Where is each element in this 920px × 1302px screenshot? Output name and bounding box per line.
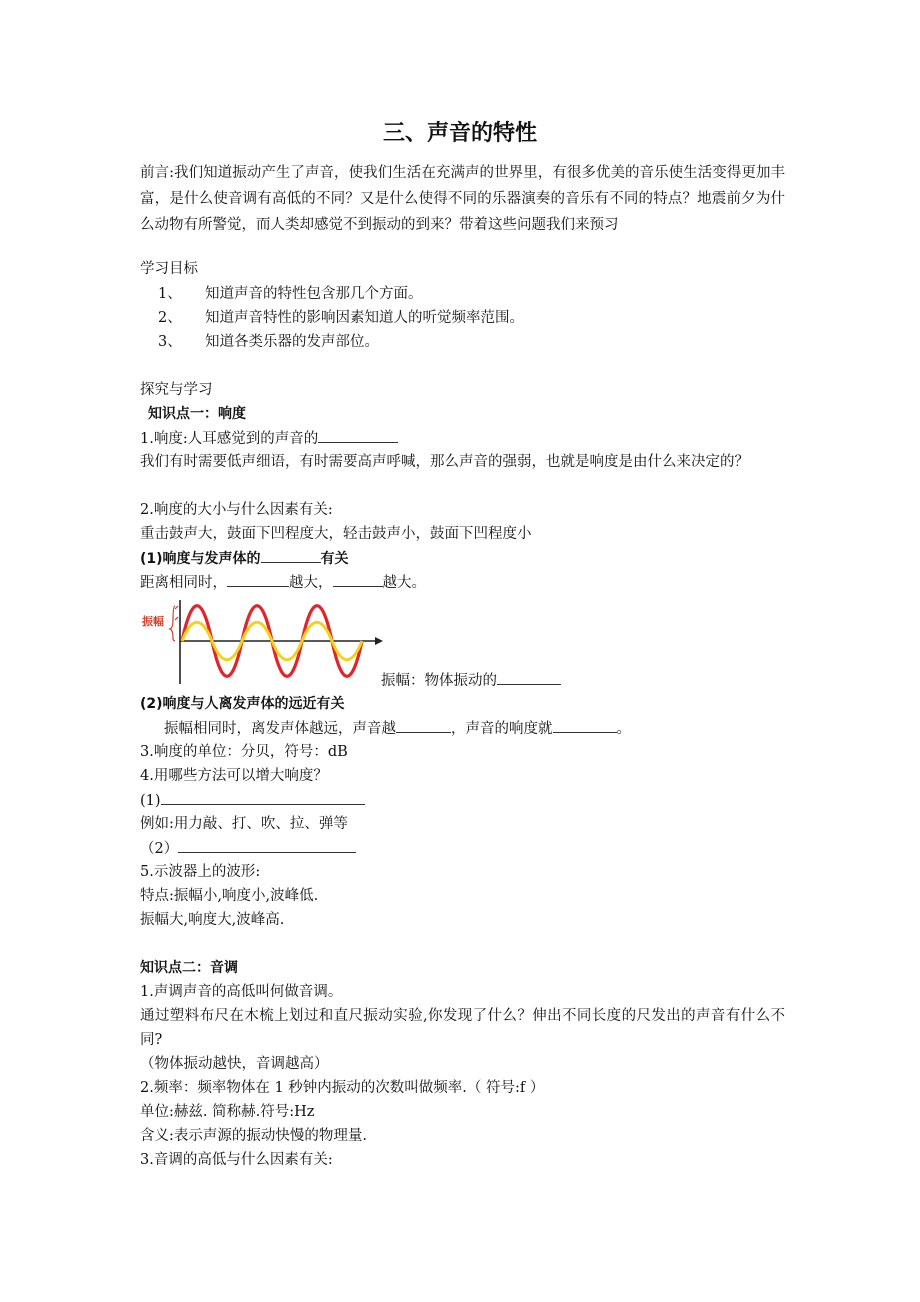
option-1	[140, 788, 365, 813]
answer-blank	[318, 426, 398, 443]
amplitude-definition-text: 振幅：物体振动的	[381, 673, 497, 689]
option-1-label: (1)	[140, 793, 161, 809]
pitch-line-6: 含义:表示声源的振动快慢的物理量.	[140, 1128, 367, 1144]
feature-2: 振幅大,响度大,波峰高.	[140, 912, 285, 928]
pitch-line-5: 单位:赫兹. 简称赫.符号:Hz	[140, 1104, 315, 1120]
objective-number: 3、	[158, 334, 182, 350]
distance-text-a: 距离相同时，	[140, 575, 227, 591]
subsection-1-text: (1)响度与发声体的	[140, 551, 261, 567]
page-title: 三、声音的特性	[382, 121, 537, 146]
answer-blank	[227, 570, 289, 587]
objective-text: 知道各类乐器的发声部位。	[205, 334, 379, 350]
distance-line	[140, 570, 426, 595]
distance-effect-text-c: 。	[616, 721, 631, 737]
distance-text-c: 越大。	[382, 575, 426, 591]
objective-item	[158, 330, 379, 354]
objective-item	[158, 282, 423, 306]
objective-number: 2、	[158, 310, 182, 326]
answer-blank	[553, 716, 617, 733]
pitch-line-2: 通过塑料布尺在木梳上划过和直尺振动实验,你发现了什么？伸出不同长度的尺发出的声音有什么不同?	[140, 1008, 785, 1048]
answer-blank	[333, 570, 383, 587]
section-heading-pitch: 知识点二：音调	[140, 960, 238, 976]
option-2-label: （2）	[140, 841, 179, 857]
distance-text-b: 越大，	[289, 575, 333, 591]
subsection-1	[140, 546, 349, 571]
tick-marks	[175, 606, 178, 620]
objective-item	[158, 306, 524, 330]
answer-blank	[497, 668, 561, 685]
amplitude-definition	[381, 668, 561, 693]
objective-text: 知道声音的特性包含那几个方面。	[205, 286, 423, 302]
distance-effect-text-b: ，声音的响度就	[451, 721, 553, 737]
subsection-2: (2)响度与人离发声体的远近有关	[140, 696, 345, 712]
answer-blank	[161, 788, 365, 805]
feature-1: 特点:振幅小,响度小,波峰低.	[140, 888, 319, 904]
intro-paragraph: 前言:我们知道振动产生了声音，使我们生活在充满声的世界里，有很多优美的音乐使生活变得更加丰富，是什么使音调有高低的不同？又是什么使得不同的乐器演奏的音乐有不同的特点？地震前夕为什么动物有所警觉，而人类却感觉不到振动的到来？带着这些问题我们来预习	[140, 165, 785, 233]
distance-effect-line	[164, 716, 631, 741]
option-2	[140, 836, 356, 861]
objective-number: 1、	[158, 286, 182, 302]
answer-blank	[396, 716, 451, 733]
question-1-text: 1.响度:人耳感觉到的声音的	[140, 431, 319, 447]
question-5: 5.示波器上的波形:	[140, 864, 261, 880]
question-1-body: 我们有时需要低声细语，有时需要高声呼喊，那么声音的强弱，也就是响度是由什么来决定的？	[140, 454, 749, 470]
distance-effect-text-a: 振幅相同时，离发声体越远，声音越	[164, 721, 396, 737]
question-2-body: 重击鼓声大，鼓面下凹程度大，轻击鼓声小，鼓面下凹程度小	[140, 526, 532, 542]
answer-blank	[261, 546, 321, 563]
pitch-line-7: 3.音调的高低与什么因素有关:	[140, 1152, 333, 1168]
question-4: 4.用哪些方法可以增大响度？	[140, 768, 328, 784]
amplitude-wave-diagram	[139, 596, 384, 688]
axis-arrow-icon	[375, 637, 383, 645]
objective-text: 知道声音特性的影响因素知道人的听觉频率范围。	[205, 310, 524, 326]
unit-line: 3.响度的单位：分贝，符号：dB	[140, 744, 348, 760]
answer-blank	[178, 836, 356, 853]
question-2: 2.响度的大小与什么因素有关:	[140, 502, 333, 518]
explore-heading: 探究与学习	[140, 382, 213, 398]
amplitude-brace-icon	[170, 606, 175, 641]
question-1	[140, 426, 398, 451]
example-line: 例如:用力敲、打、吹、拉、弹等	[140, 816, 348, 832]
section-heading-loudness: 知识点一：响度	[148, 406, 246, 422]
pitch-line-1: 1.声调声音的高低叫何做音调。	[140, 984, 343, 1000]
subsection-1-suffix: 有关	[320, 551, 349, 567]
objectives-heading: 学习目标	[140, 261, 198, 277]
wave-label: 振幅	[142, 615, 164, 628]
pitch-line-4: 2.频率：频率物体在 1 秒钟内振动的次数叫做频率.（ 符号:f ）	[140, 1080, 545, 1096]
pitch-line-3: （物体振动越快，音调越高）	[140, 1056, 329, 1072]
